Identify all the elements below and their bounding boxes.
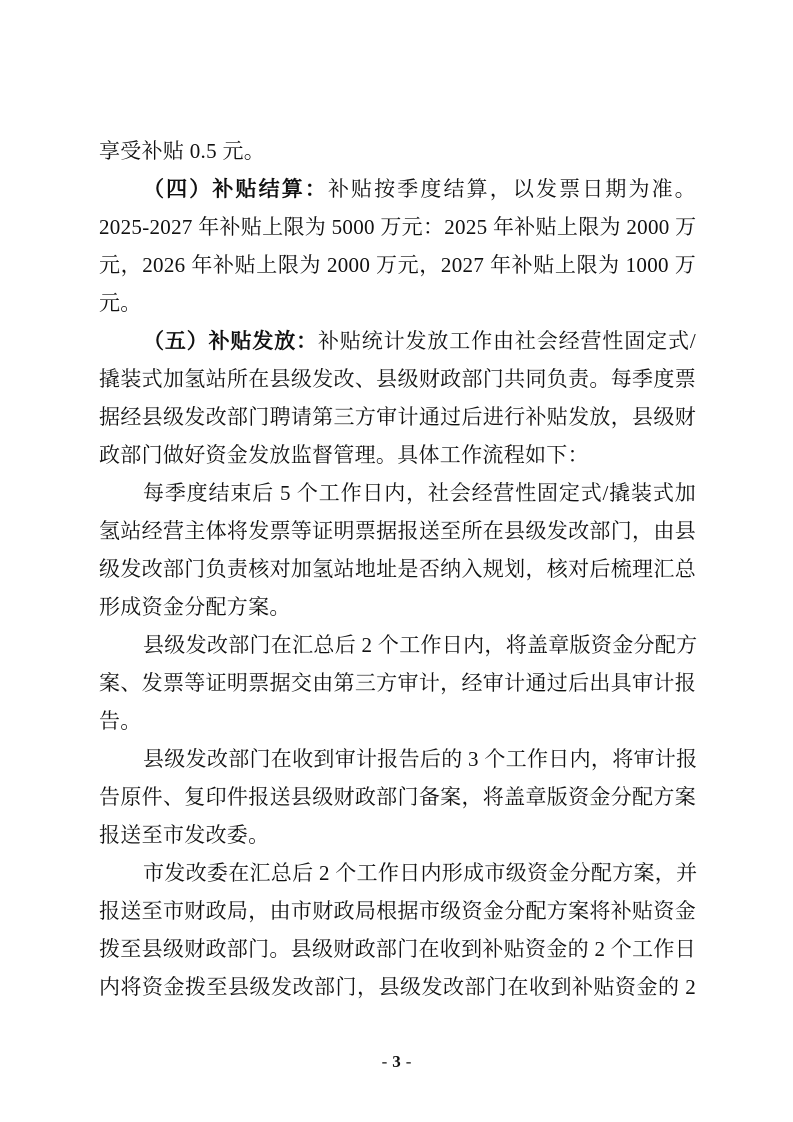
text-line [99,360,696,398]
line-text: 告。 [99,709,142,733]
footer-dash-left: - [381,1052,388,1071]
footer-dash-right: - [405,1052,412,1071]
line-text: 据经县级发改部门聘请第三方审计通过后进行补贴发放，县级财 [99,405,696,429]
text-line [99,284,696,322]
text-line [99,702,696,740]
text-line [99,132,696,170]
text-line [99,892,696,930]
text-line [99,322,696,360]
text-line [99,170,696,208]
line-text: 拨至县级财政部门。县级财政部门在收到补贴资金的 2 个工作日 [99,937,696,961]
line-text: 元。 [99,291,142,315]
line-text: 告原件、复印件报送县级财政部门备案，将盖章版资金分配方案 [99,785,696,809]
line-text: 县级发改部门在汇总后 2 个工作日内，将盖章版资金分配方 [143,633,698,657]
text-line [99,778,696,816]
text-line [99,512,696,550]
line-text: 补贴统计发放工作由社会经营性固定式/ [318,329,696,353]
line-text: 氢站经营主体将发票等证明票据报送至所在县级发改部门，由县 [99,519,696,543]
paragraph-heading: （四）补贴结算： [143,177,328,201]
page-footer [0,1052,793,1078]
line-text: 每季度结束后 5 个工作日内，社会经营性固定式/撬装式加 [143,481,696,505]
text-line [99,588,696,626]
line-text: 享受补贴 0.5 元。 [99,139,266,163]
line-text: 报送至市财政局，由市财政局根据市级资金分配方案将补贴资金 [99,899,696,923]
text-line [99,246,696,284]
line-text: 撬装式加氢站所在县级发改、县级财政部门共同负责。每季度票 [99,367,696,391]
line-text: 报送至市发改委。 [99,823,270,847]
text-line [99,474,696,512]
text-line [99,930,696,968]
line-text: 元，2026 年补贴上限为 2000 万元，2027 年补贴上限为 1000 万 [99,253,696,277]
text-line [99,816,696,854]
text-line [99,436,696,474]
document-body [99,132,696,1006]
line-text: 级发改部门负责核对加氢站地址是否纳入规划，核对后梳理汇总 [99,557,696,581]
line-text: 形成资金分配方案。 [99,595,291,619]
line-text: 2025-2027 年补贴上限为 5000 万元：2025 年补贴上限为 2000 万 [99,215,697,239]
paragraph-heading: （五）补贴发放： [143,329,318,353]
page-number: 3 [392,1052,401,1071]
line-text: 内将资金拨至县级发改部门，县级发改部门在收到补贴资金的 2 [99,975,696,999]
text-line [99,208,696,246]
text-line [99,626,696,664]
text-line [99,664,696,702]
text-line [99,740,696,778]
line-text: 市发改委在汇总后 2 个工作日内形成市级资金分配方案，并 [143,861,698,885]
line-text: 县级发改部门在收到审计报告后的 3 个工作日内，将审计报 [143,747,698,771]
text-line [99,550,696,588]
line-text: 政部门做好资金发放监督管理。具体工作流程如下： [99,443,589,467]
text-line [99,398,696,436]
line-text: 案、发票等证明票据交由第三方审计，经审计通过后出具审计报 [99,671,696,695]
text-line [99,854,696,892]
line-text: 补贴按季度结算，以发票日期为准。 [327,177,696,201]
text-line [99,968,696,1006]
